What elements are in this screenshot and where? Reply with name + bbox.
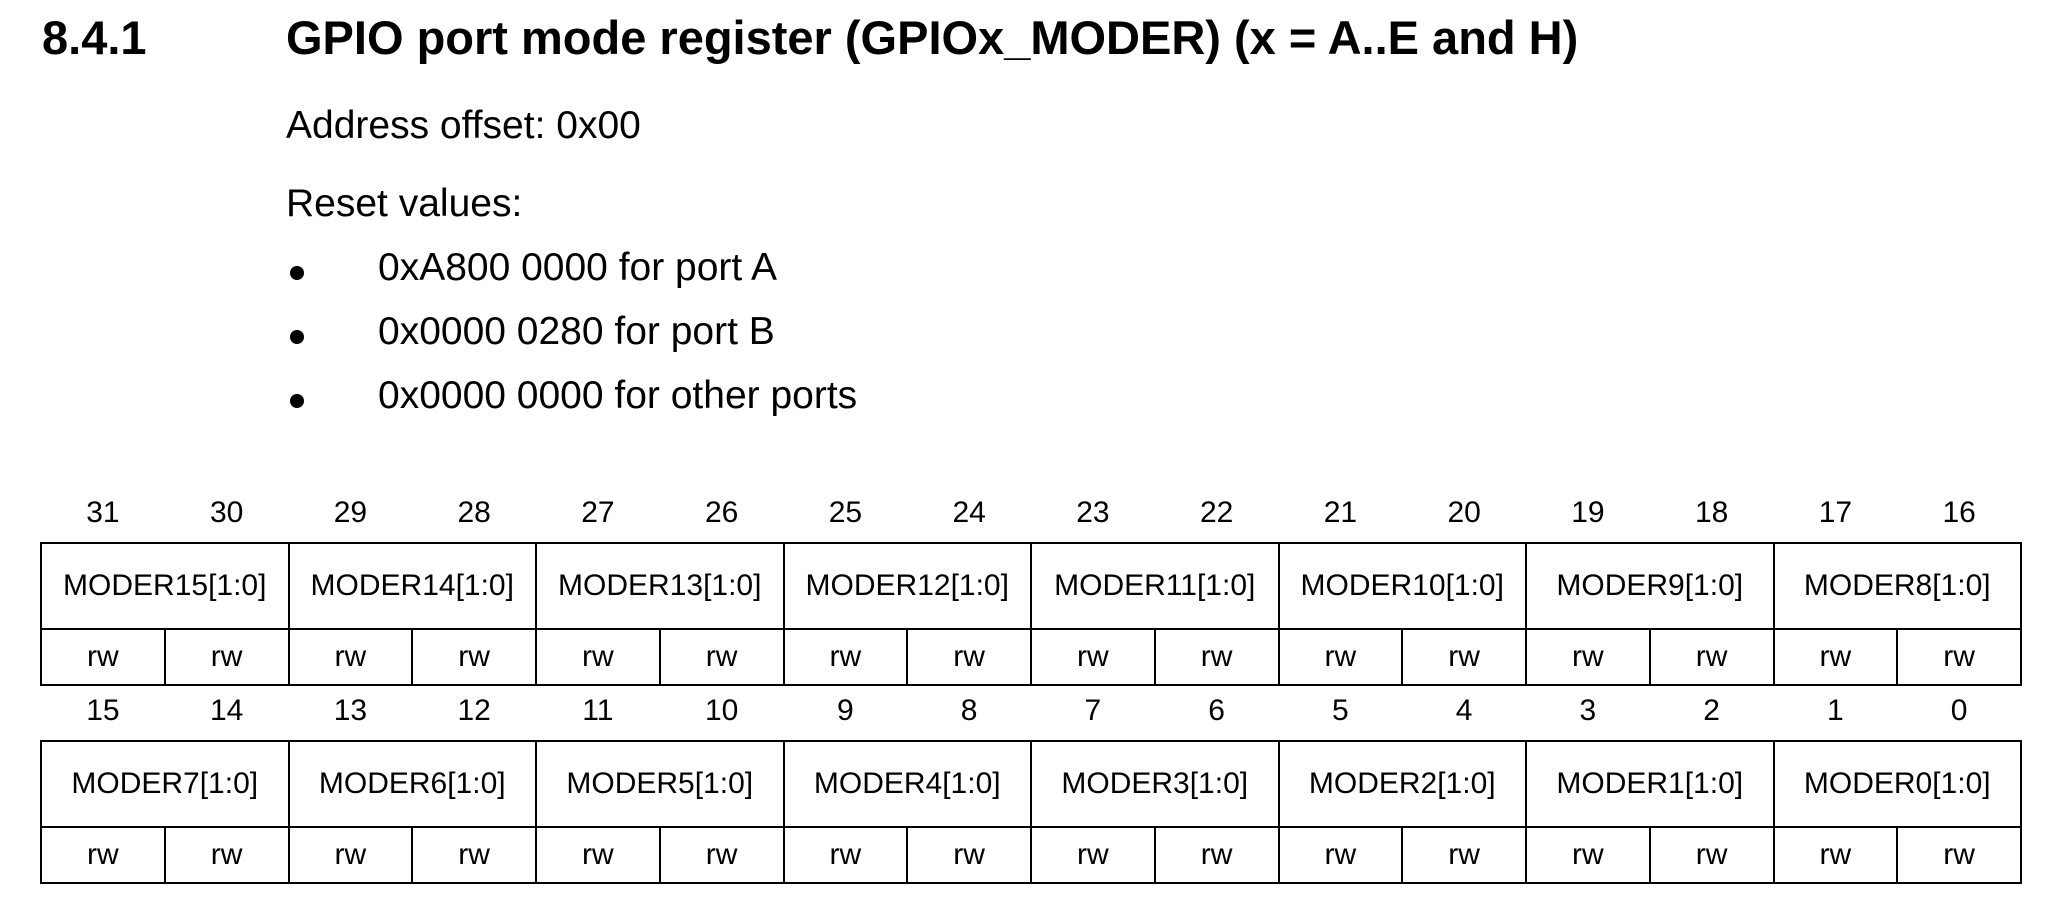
bit-number-row: [41, 682, 2021, 741]
bit-number: 21: [1323, 496, 1358, 529]
bit-number: 8: [960, 694, 978, 727]
access-type: rw: [1650, 827, 1774, 883]
bit-number: 18: [1694, 496, 1729, 529]
bit-number: 7: [1084, 694, 1102, 727]
field-row: [41, 543, 2021, 629]
access-type: rw: [1155, 827, 1279, 883]
register-field: MODER5[1:0]: [536, 741, 784, 827]
access-type: rw: [660, 827, 784, 883]
register-field: MODER6[1:0]: [289, 741, 537, 827]
bit-number-row: [41, 484, 2021, 543]
register-field: MODER12[1:0]: [784, 543, 1032, 629]
bit-number: 11: [582, 694, 614, 727]
bit-number: 3: [1579, 694, 1597, 727]
register-field: MODER15[1:0]: [41, 543, 289, 629]
access-type: rw: [1279, 827, 1403, 883]
bit-number: 24: [952, 496, 986, 529]
bit-number: 28: [457, 496, 491, 529]
bit-number: 5: [1332, 694, 1349, 727]
reset-value-text: 0xA800 0000 for port A: [378, 246, 777, 289]
access-row: [41, 629, 2021, 685]
bit-number: 19: [1571, 496, 1605, 529]
bit-number: 23: [1076, 496, 1110, 529]
register-field: MODER10[1:0]: [1279, 543, 1527, 629]
reset-value-text: 0x0000 0000 for other ports: [378, 374, 858, 417]
bit-number: 14: [209, 694, 244, 727]
register-field: MODER13[1:0]: [536, 543, 784, 629]
access-type: rw: [536, 827, 660, 883]
access-type: rw: [1402, 827, 1526, 883]
access-type: rw: [784, 629, 908, 685]
register-field: MODER7[1:0]: [41, 741, 289, 827]
register-field: MODER8[1:0]: [1774, 543, 2022, 629]
register-field: MODER14[1:0]: [289, 543, 537, 629]
register-field: MODER9[1:0]: [1526, 543, 1774, 629]
bit-number: 12: [457, 694, 491, 727]
access-type: rw: [41, 827, 165, 883]
bit-number: 0: [1950, 694, 1968, 727]
bit-number: 29: [333, 496, 368, 529]
access-type: rw: [1155, 629, 1279, 685]
access-type: rw: [536, 629, 660, 685]
bit-number: 10: [704, 694, 739, 727]
access-type: rw: [412, 629, 536, 685]
bit-number: 20: [1447, 496, 1481, 529]
access-row: [41, 827, 2021, 883]
register-field: MODER3[1:0]: [1031, 741, 1279, 827]
access-type: rw: [1774, 629, 1898, 685]
bullet-icon: [290, 266, 304, 280]
reset-values-label: Reset values:: [286, 182, 523, 225]
access-type: rw: [1526, 827, 1650, 883]
access-type: rw: [289, 629, 413, 685]
register-table-lower: [40, 682, 2022, 884]
access-type: rw: [1774, 827, 1898, 883]
bullet-icon: [290, 330, 304, 344]
access-type: rw: [1031, 827, 1155, 883]
register-field: MODER1[1:0]: [1526, 741, 1774, 827]
bit-number: 30: [209, 496, 244, 529]
access-type: rw: [784, 827, 908, 883]
register-field: MODER11[1:0]: [1031, 543, 1279, 629]
bit-number: 26: [704, 496, 739, 529]
bit-number: 27: [581, 496, 615, 529]
bit-number: 15: [86, 694, 120, 727]
access-type: rw: [1279, 629, 1403, 685]
field-row: [41, 741, 2021, 827]
register-table-upper: [40, 484, 2022, 686]
bit-number: 2: [1703, 694, 1720, 727]
access-type: rw: [165, 629, 289, 685]
access-type: rw: [660, 629, 784, 685]
bit-number: 22: [1199, 496, 1234, 529]
section-title: GPIO port mode register (GPIOx_MODER) (x = A..E and H): [286, 11, 1579, 64]
bit-number: 9: [837, 694, 854, 727]
bit-number: 17: [1818, 496, 1853, 529]
bit-number: 31: [86, 496, 120, 529]
access-type: rw: [1526, 629, 1650, 685]
access-type: rw: [165, 827, 289, 883]
bullet-icon: [290, 394, 304, 408]
bit-number: 13: [333, 694, 368, 727]
access-type: rw: [907, 827, 1031, 883]
bit-number: 25: [828, 496, 863, 529]
bit-number: 6: [1208, 694, 1225, 727]
access-type: rw: [1031, 629, 1155, 685]
access-type: rw: [1650, 629, 1774, 685]
access-type: rw: [289, 827, 413, 883]
bit-number: 4: [1455, 694, 1473, 727]
access-type: rw: [1897, 827, 2021, 883]
bit-number: 1: [1827, 694, 1844, 727]
address-offset: Address offset: 0x00: [286, 104, 641, 147]
access-type: rw: [1897, 629, 2021, 685]
section-number: 8.4.1: [42, 11, 147, 64]
access-type: rw: [1402, 629, 1526, 685]
bit-number: 16: [1942, 496, 1976, 529]
reset-value-text: 0x0000 0280 for port B: [378, 310, 775, 353]
access-type: rw: [907, 629, 1031, 685]
access-type: rw: [412, 827, 536, 883]
register-field: MODER2[1:0]: [1279, 741, 1527, 827]
register-field: MODER0[1:0]: [1774, 741, 2022, 827]
register-field: MODER4[1:0]: [784, 741, 1032, 827]
access-type: rw: [41, 629, 165, 685]
